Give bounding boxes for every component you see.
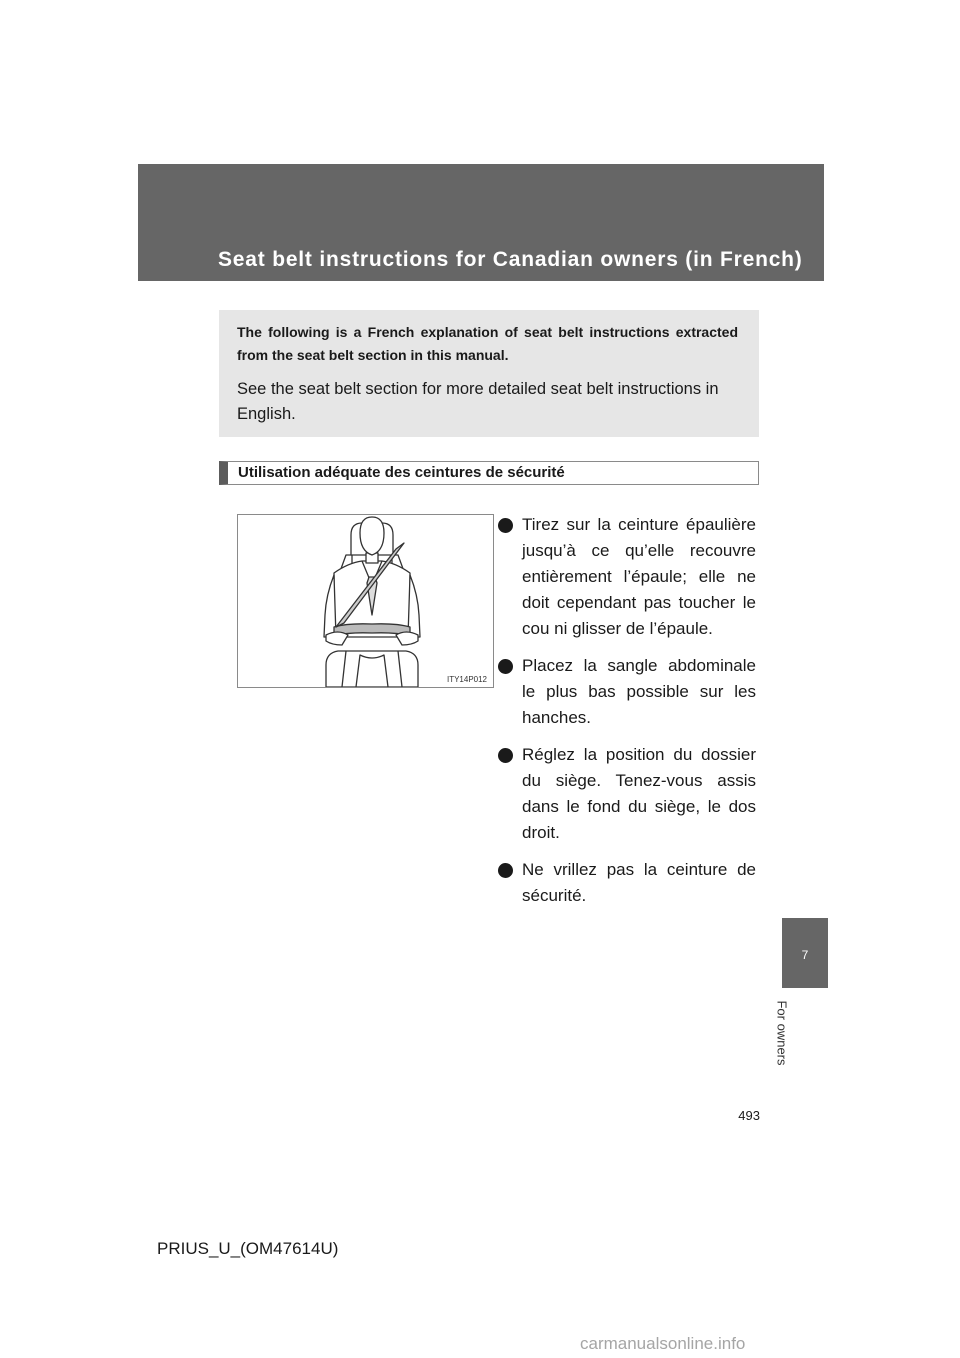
- page-number: 493: [738, 1108, 760, 1123]
- bullet-icon: [498, 659, 513, 674]
- intro-box: [219, 310, 759, 437]
- bullet-icon: [498, 518, 513, 533]
- bullet-text: Tirez sur la ceinture épaulière jusqu’à ce qu’elle recouvre entièrement l’épaule; elle ne doit cependant pas toucher le cou ni glisser de l’épaule.: [522, 515, 756, 638]
- chapter-tab: [782, 918, 828, 988]
- bullet-list: [498, 512, 756, 920]
- intro-bold-text: The following is a French explanation of seat belt instructions extracted from the seat belt section in this manual.: [237, 324, 738, 363]
- bullet-text: Réglez la position du dossier du siège. Tenez-vous assis dans le fond du siège, le dos droit.: [522, 745, 756, 842]
- bullet-icon: [498, 863, 513, 878]
- bullet-icon: [498, 748, 513, 763]
- figure-code: ITY14P012: [446, 675, 487, 684]
- list-item: [498, 512, 756, 642]
- bullet-text: Ne vrillez pas la ceinture de sécurité.: [522, 860, 756, 905]
- chapter-label-text: For owners: [774, 1000, 790, 1066]
- document-code: PRIUS_U_(OM47614U): [157, 1239, 339, 1258]
- chapter-number: 7: [801, 948, 809, 962]
- bullet-text: Placez la sangle abdominale le plus bas possible sur les hanches.: [522, 656, 756, 727]
- watermark: carmanualsonline.info: [580, 1334, 746, 1353]
- seated-person-icon: [238, 515, 493, 687]
- seatbelt-illustration: [237, 514, 494, 688]
- list-item: [498, 742, 756, 846]
- section-heading: Utilisation adéquate des ceintures de sécurité: [219, 461, 759, 485]
- list-item: [498, 653, 756, 731]
- page-title: Seat belt instructions for Canadian owners (in French): [218, 248, 803, 271]
- chapter-label: [771, 996, 793, 1070]
- intro-normal-text: See the seat belt section for more detailed seat belt instructions in English.: [237, 380, 719, 423]
- list-item: [498, 857, 756, 909]
